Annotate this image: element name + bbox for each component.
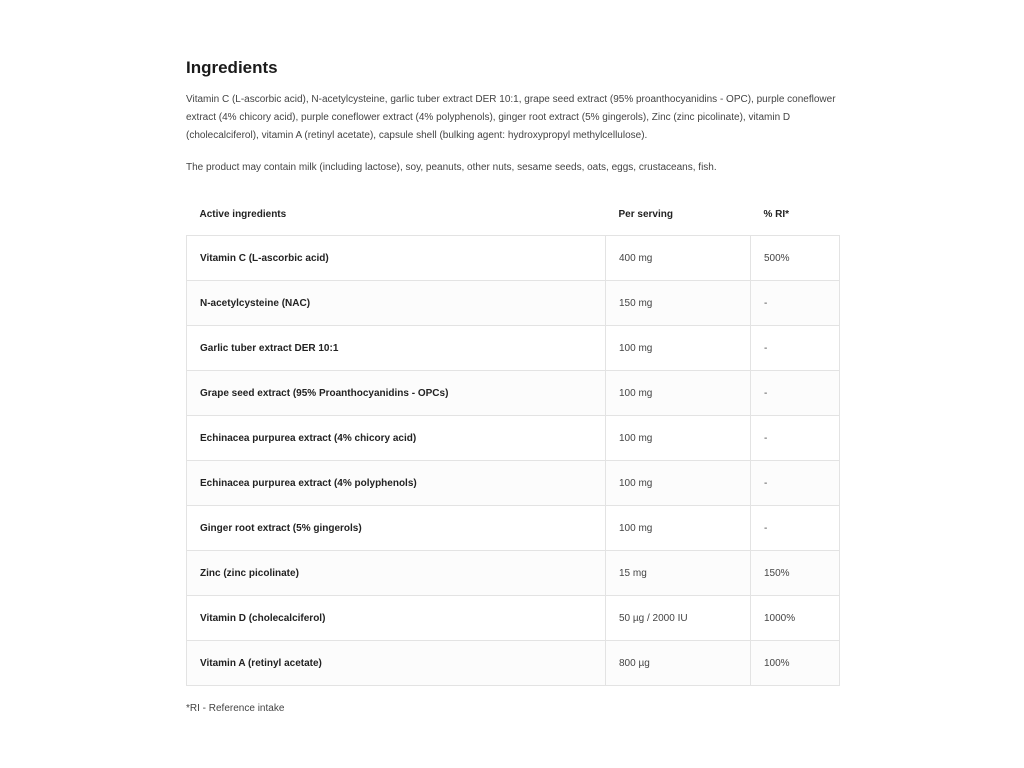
per-serving-value: 15 mg xyxy=(606,551,751,596)
ingredient-name: Grape seed extract (95% Proanthocyanidins - OPCs) xyxy=(187,371,606,416)
per-serving-value: 800 µg xyxy=(606,641,751,686)
ingredients-list-text: Vitamin C (L-ascorbic acid), N-acetylcysteine, garlic tuber extract DER 10:1, grape seed extract (95% proanthocyanidins - OPC), purple coneflower extract (4% chicory acid), purple coneflower extract (4% polyphenols), ginger root extract (5% gingerols), Zinc (zinc picolinate), vitamin D (cholecalciferol), vitamin A (retinyl acetate), capsule shell (bulking agent: hydroxypropyl methylcellulose). xyxy=(186,94,836,141)
ingredient-name: Ginger root extract (5% gingerols) xyxy=(187,506,606,551)
header-ri-percent: % RI* xyxy=(763,208,790,220)
table-row xyxy=(187,641,840,686)
ri-percent-value: - xyxy=(751,326,840,371)
ingredients-section xyxy=(186,58,839,716)
ri-percent-value: - xyxy=(751,506,840,551)
per-serving-value: 50 µg / 2000 IU xyxy=(606,596,751,641)
table-row xyxy=(187,281,840,326)
ingredient-name: Vitamin A (retinyl acetate) xyxy=(187,641,606,686)
per-serving-value: 100 mg xyxy=(606,371,751,416)
table-row xyxy=(187,551,840,596)
per-serving-value: 100 mg xyxy=(606,506,751,551)
header-per-serving: Per serving xyxy=(618,208,673,220)
ingredient-name: Garlic tuber extract DER 10:1 xyxy=(187,326,606,371)
ri-percent-value: 100% xyxy=(751,641,840,686)
ri-percent-value: 1000% xyxy=(751,596,840,641)
table-row xyxy=(187,506,840,551)
ri-percent-value: - xyxy=(751,281,840,326)
table-row xyxy=(187,596,840,641)
table-row xyxy=(187,461,840,506)
footnote-text: *RI - Reference intake xyxy=(186,703,285,714)
active-ingredients-table xyxy=(186,193,840,686)
ingredient-name: Echinacea purpurea extract (4% chicory acid) xyxy=(187,416,606,461)
table-row xyxy=(187,236,840,281)
ri-percent-value: - xyxy=(751,461,840,506)
ri-percent-value: - xyxy=(751,371,840,416)
per-serving-value: 100 mg xyxy=(606,326,751,371)
ri-percent-value: 150% xyxy=(751,551,840,596)
table-row xyxy=(187,326,840,371)
per-serving-value: 100 mg xyxy=(606,461,751,506)
ri-percent-value: - xyxy=(751,416,840,461)
table-row xyxy=(187,371,840,416)
allergen-notice-text: The product may contain milk (including lactose), soy, peanuts, other nuts, sesame seeds, oats, eggs, crustaceans, fish. xyxy=(186,162,717,173)
ingredient-name: Zinc (zinc picolinate) xyxy=(187,551,606,596)
per-serving-value: 100 mg xyxy=(606,416,751,461)
per-serving-value: 400 mg xyxy=(606,236,751,281)
table-header-row xyxy=(187,193,840,236)
header-active-ingredients: Active ingredients xyxy=(199,208,287,220)
ingredient-name: Echinacea purpurea extract (4% polyphenols) xyxy=(187,461,606,506)
ingredient-name: N-acetylcysteine (NAC) xyxy=(187,281,606,326)
per-serving-value: 150 mg xyxy=(606,281,751,326)
ingredient-name: Vitamin D (cholecalciferol) xyxy=(187,596,606,641)
ri-percent-value: 500% xyxy=(751,236,840,281)
ingredient-name: Vitamin C (L-ascorbic acid) xyxy=(187,236,606,281)
section-heading: Ingredients xyxy=(186,58,278,77)
table-row xyxy=(187,416,840,461)
